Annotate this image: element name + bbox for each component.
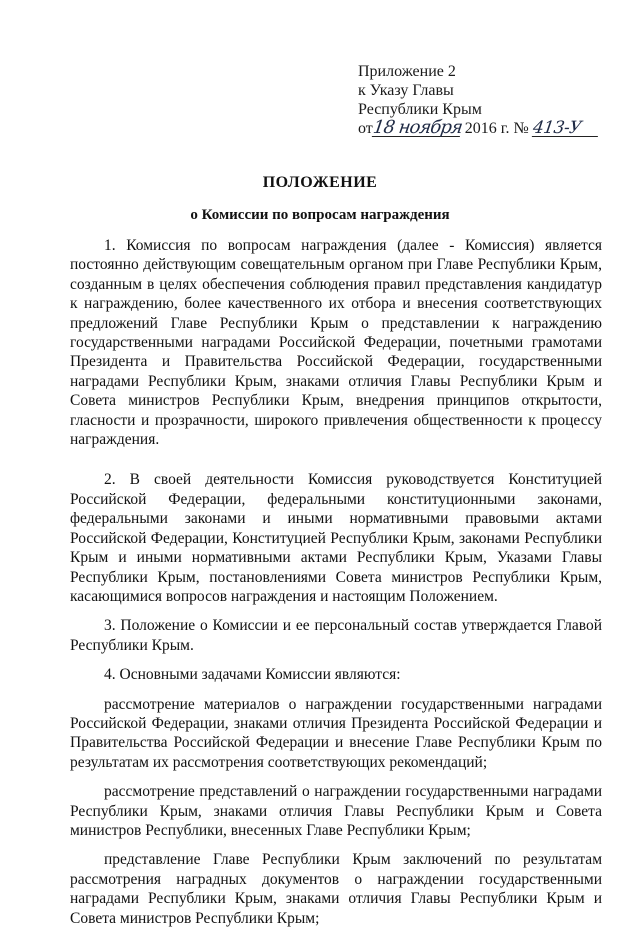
year-number-label: 2016 г. № xyxy=(464,120,529,137)
document-body xyxy=(70,236,602,938)
date-prefix: от xyxy=(358,120,373,137)
paragraph-4: 4. Основными задачами Комиссии являются: xyxy=(104,666,401,684)
paragraph-1: 1. Комиссия по вопросам награждения (далее - Комиссия) является постоянно действующим совещательным органом при Главе Республики Крым, созданным в целях обеспечения соблюдения правил представления кандидатур к награждению, более качественного их отбора и внесения соответствующих предложений Главе Республики Крым о представлении к награждению государственными наградами Российской Федерации, почетными грамотами Президента и Правительства Российской Федерации, государственными наградами Республики Крым, знаками отличия Главы Республики Крым и Совета министров Республики Крым, внедрения принципов открытости, гласности и прозрачности, широкого привлечения общественности к процессу награждения. xyxy=(70,237,602,449)
date-number-line xyxy=(358,119,599,138)
task-item-3: представление Главе Республики Крым заключений по результатам рассмотрения наградных документов о награждении государственными наградами Республики Крым, знаками отличия Главы Республики Крым и Совета министров Республики Крым; xyxy=(70,851,602,927)
republic-name: Республики Крым xyxy=(358,101,482,118)
appendix-header xyxy=(358,62,599,138)
document-subtitle: о Комиссии по вопросам награждения xyxy=(190,207,450,223)
task-item-2: рассмотрение представлений о награждении государственными наградами Республики Крым, знаками отличия Главы Республики Крым и Совета министров Республики, внесенных Главе Республики Крым; xyxy=(70,783,602,839)
appendix-label: Приложение 2 xyxy=(358,63,456,80)
handwritten-number: 413-У xyxy=(532,120,600,137)
task-item-1: рассмотрение материалов о награждении государственными наградами Российской Федерации, знаками отличия Президента Российской Федерации и Правительства Российской Федерации и внесение Главе Республики Крым по результатам их рассмотрения соответствующих рекомендаций; xyxy=(70,695,602,771)
paragraph-2: 2. В своей деятельности Комиссия руководствуется Конституцией Российской Федерации, федеральными конституционными законами, федеральными законами и иными нормативными правовыми актами Российской Федерации, Конституцией Республики Крым, законами Республики Крым и иными нормативными актами Республики Крым, Указами Главы Республики Крым, постановлениями Совета министров Республики Крым, касающимися вопросов награждения и настоящим Положением. xyxy=(70,471,602,605)
document-title: ПОЛОЖЕНИЕ xyxy=(262,174,378,191)
decree-reference: к Указу Главы xyxy=(358,82,454,99)
handwritten-date: 18 ноября xyxy=(371,117,464,138)
paragraph-3: 3. Положение о Комиссии и ее персональный состав утверждается Главой Республики Крым. xyxy=(70,617,602,654)
